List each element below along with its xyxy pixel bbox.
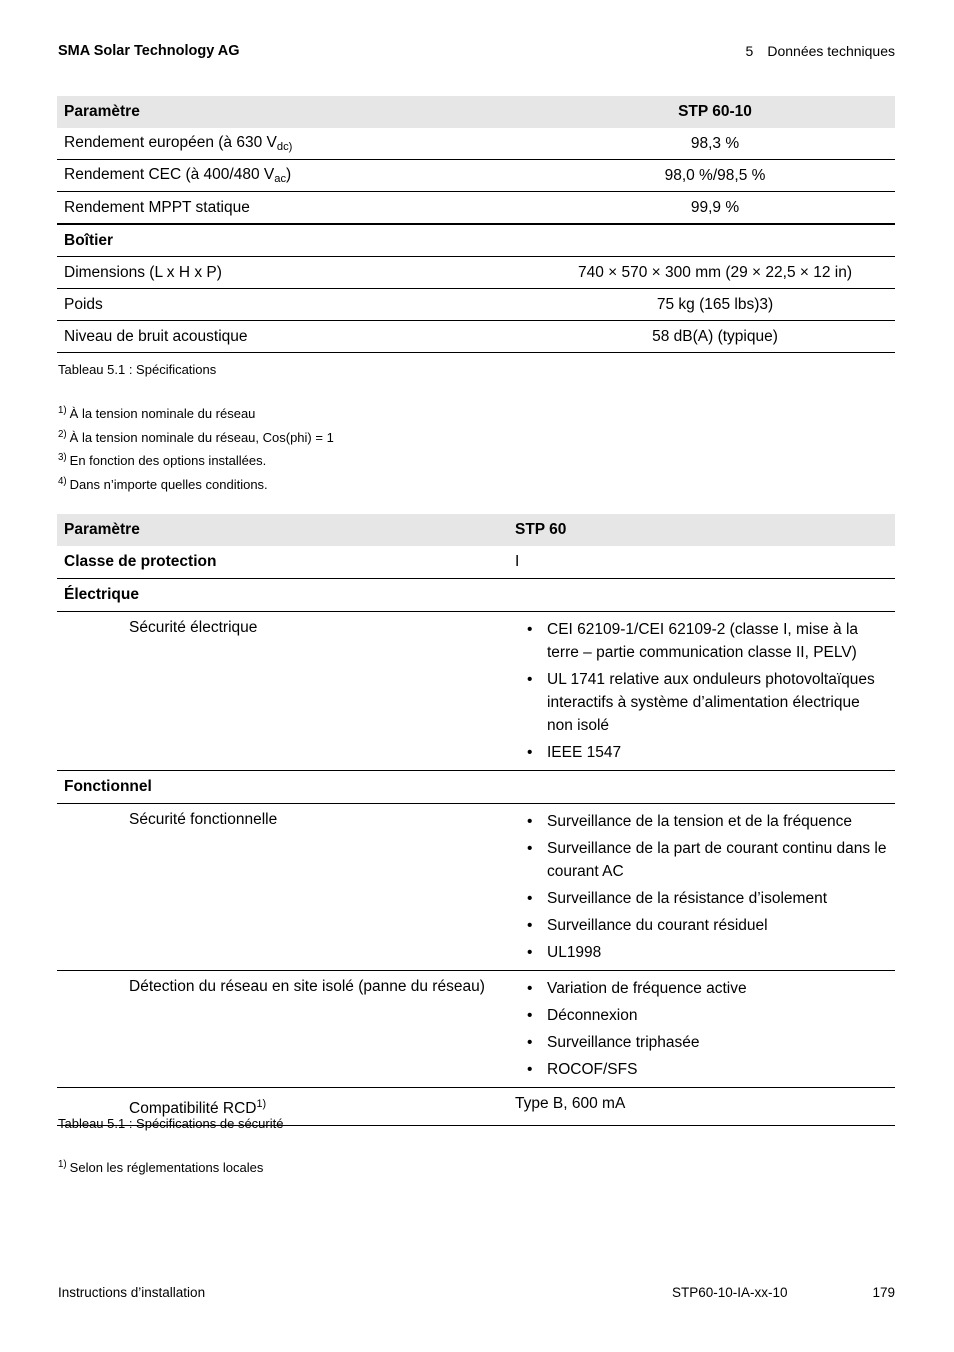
table-header-row <box>57 96 895 128</box>
chapter-number: 5 <box>745 43 754 59</box>
specifications-table <box>57 96 895 353</box>
row-value: 740 × 570 × 300 mm (29 × 22,5 × 12 in) <box>535 257 895 289</box>
row-label: Rendement européen (à 630 $V_{dc)}$ <box>57 128 535 160</box>
table-row <box>57 546 895 579</box>
table-row <box>57 971 895 1088</box>
table-row <box>57 289 895 321</box>
footnote: $^{1)}$ À la tension nominale du réseau <box>58 405 256 421</box>
row-value: Type B, 600 mA <box>508 1088 895 1126</box>
row-label: Compatibilité RCD$^{1)}$ <box>57 1088 508 1126</box>
header-model: STP 60 <box>508 514 895 546</box>
row-label: Sécurité électrique <box>57 612 508 771</box>
row-value: 75 kg (165 lbs)3) <box>535 289 895 321</box>
list-item: • UL1998 <box>515 941 888 964</box>
table-row <box>57 192 895 225</box>
list-item: • Surveillance triphasée <box>515 1031 888 1054</box>
bullet-list <box>515 977 888 1081</box>
row-label: Rendement CEC (à 400/480 $V_{ac}$) <box>57 160 535 192</box>
table-row <box>57 804 895 971</box>
row-label: Niveau de bruit acoustique <box>57 321 535 353</box>
section-title: Fonctionnel <box>57 771 508 804</box>
row-value: 98,3 % <box>535 128 895 160</box>
row-label: Dimensions (L x H x P) <box>57 257 535 289</box>
bullet-list <box>515 810 888 964</box>
header-parameter: Paramètre <box>57 96 535 128</box>
list-item: • Variation de fréquence active <box>515 977 888 1000</box>
list-item: • Surveillance de la tension et de la fréquence <box>515 810 888 833</box>
footnote: $^{1)}$ Selon les réglementations locales <box>58 1159 264 1175</box>
table-row <box>57 612 895 771</box>
list-item: • ROCOF/SFS <box>515 1058 888 1081</box>
footnote: $^{3)}$ En fonction des options installées. <box>58 452 267 468</box>
row-label: Classe de protection <box>57 546 508 579</box>
row-label: Poids <box>57 289 535 321</box>
row-label: Détection du réseau en site isolé (panne du réseau) <box>57 971 508 1088</box>
row-value <box>508 971 895 1088</box>
chapter-title: Données techniques <box>767 43 895 59</box>
table-row <box>57 257 895 289</box>
company-name: SMA Solar Technology AG <box>58 43 240 59</box>
table-header-row <box>57 514 895 546</box>
table-caption: Tableau 5.1 : Spécifications de sécurité <box>58 1116 284 1131</box>
row-label: Rendement MPPT statique <box>57 192 535 225</box>
footer-doc-code: STP60-10-IA-xx-10 <box>672 1285 788 1300</box>
footnotes <box>58 401 334 495</box>
table-row <box>57 321 895 353</box>
footer-doc-type: Instructions d’installation <box>58 1285 206 1300</box>
footnote: $^{4)}$ Dans n’importe quelles conditions. <box>58 475 268 492</box>
header-model: STP 60-10 <box>535 96 895 128</box>
section-title: Électrique <box>57 579 508 612</box>
section-row <box>57 771 895 804</box>
section-row <box>57 579 895 612</box>
list-item: • UL 1741 relative aux onduleurs photovoltaïques interactifs à système d’alimentation électrique non isolé <box>515 668 888 737</box>
section-row <box>57 224 895 257</box>
table-row <box>57 160 895 192</box>
bullet-list <box>515 618 888 764</box>
header-parameter: Paramètre <box>57 514 508 546</box>
footnote: $^{2)}$ À la tension nominale du réseau, Cos(phi) = 1 <box>58 428 334 445</box>
chapter-heading <box>746 43 895 59</box>
row-value <box>508 804 895 971</box>
table-caption: Tableau 5.1 : Spécifications <box>58 362 217 377</box>
page-number: 179 <box>872 1285 895 1300</box>
row-value: I <box>508 546 895 579</box>
list-item: • Surveillance de la part de courant continu dans le courant AC <box>515 837 888 883</box>
safety-specifications-table <box>57 514 895 1126</box>
list-item: • Surveillance de la résistance d’isolement <box>515 887 888 910</box>
list-item: • CEI 62109-1/CEI 62109-2 (classe I, mise à la terre – partie communication classe II, PELV) <box>515 618 888 664</box>
table-row <box>57 128 895 160</box>
list-item: • Surveillance du courant résiduel <box>515 914 888 937</box>
list-item: • IEEE 1547 <box>515 741 888 764</box>
row-value: 98,0 %/98,5 % <box>535 160 895 192</box>
list-item: • Déconnexion <box>515 1004 888 1027</box>
row-value: 58 dB(A) (typique) <box>535 321 895 353</box>
row-value <box>508 612 895 771</box>
section-title: Boîtier <box>57 224 535 257</box>
row-value: 99,9 % <box>535 192 895 225</box>
row-label: Sécurité fonctionnelle <box>57 804 508 971</box>
